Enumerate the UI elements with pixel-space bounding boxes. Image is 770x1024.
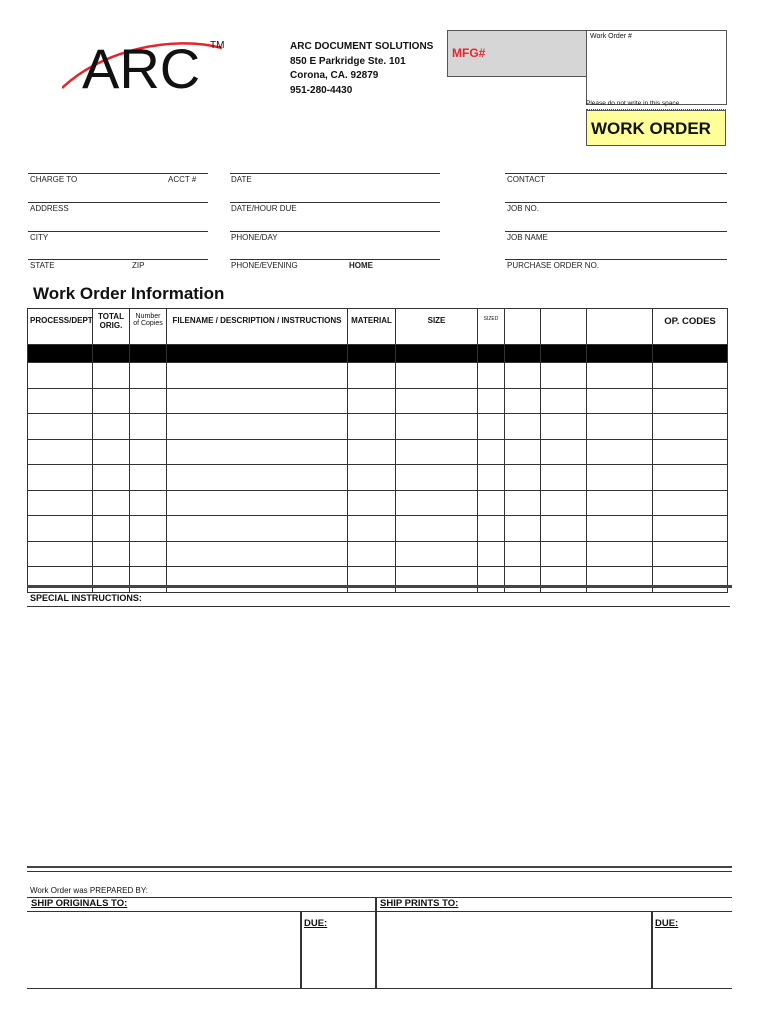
prepared-by-top-rule [27,871,732,872]
address-line[interactable] [28,202,208,203]
special-instructions-bottom-rule [27,866,732,868]
table-cell[interactable] [167,439,348,465]
table-cell[interactable] [396,363,478,389]
size-header: SIZE [396,309,478,345]
table-cell[interactable] [541,388,587,414]
office-use-note: Please do not write in this space [586,100,726,110]
table-cell[interactable] [587,567,653,593]
table-cell[interactable] [653,439,728,465]
table-cell[interactable] [28,465,93,491]
ship-prints-label: SHIP PRINTS TO: [380,898,459,909]
table-cell[interactable] [93,439,130,465]
op-codes-header: OP. CODES [653,309,728,345]
special-instructions-label: SPECIAL INSTRUCTIONS: [30,593,142,603]
table-cell[interactable] [587,388,653,414]
table-cell[interactable] [130,490,167,516]
table-bottom-rule [27,585,732,588]
table-cell[interactable] [653,516,728,542]
table-cell[interactable] [167,490,348,516]
table-cell[interactable] [93,541,130,567]
contact-line[interactable] [505,173,727,174]
table-cell[interactable] [396,567,478,593]
arc-logo [62,30,232,110]
total-orig-header: TOTAL ORIG. [93,309,130,345]
table-cell[interactable] [130,439,167,465]
due-right-label: DUE: [655,918,679,929]
table-cell[interactable] [348,516,396,542]
table-row [28,541,728,567]
contact-label: CONTACT [507,175,546,184]
blank-header-3 [587,309,653,345]
table-cell[interactable] [93,567,130,593]
table-cell[interactable] [653,414,728,440]
table-cell[interactable] [505,516,541,542]
table-cell[interactable] [28,388,93,414]
table-cell[interactable] [653,567,728,593]
table-row [28,465,728,491]
phone-evening-line[interactable] [230,259,440,260]
table-cell[interactable] [28,516,93,542]
table-cell[interactable] [396,439,478,465]
table-cell[interactable] [653,541,728,567]
table-cell[interactable] [541,363,587,389]
table-cell[interactable] [478,439,505,465]
state-line[interactable] [28,259,208,260]
table-cell[interactable] [396,490,478,516]
table-cell[interactable] [93,388,130,414]
due-left-divider [300,912,302,989]
section-title: Work Order Information [33,284,225,303]
table-cell[interactable] [587,363,653,389]
phone-evening-label: PHONE/EVENING [231,261,298,270]
trademark-text: TM [210,40,225,51]
table-cell[interactable] [130,363,167,389]
table-cell[interactable] [130,465,167,491]
work-order-title: WORK ORDER [591,119,711,138]
filename-header: FILENAME / DESCRIPTION / INSTRUCTIONS [167,309,348,345]
table-cell[interactable] [28,363,93,389]
prepared-by-label: Work Order was PREPARED BY: [30,886,148,895]
due-left-label: DUE: [304,918,328,929]
table-cell[interactable] [28,439,93,465]
table-cell[interactable] [348,439,396,465]
table-cell[interactable] [93,363,130,389]
table-cell[interactable] [541,490,587,516]
address-label: ADDRESS [30,204,69,213]
table-cell[interactable] [130,567,167,593]
table-cell[interactable] [396,388,478,414]
company-address-line1: 850 E Parkridge Ste. 101 [290,55,406,67]
work-order-number-box[interactable] [586,30,727,105]
table-cell[interactable] [167,567,348,593]
table-cell[interactable] [396,541,478,567]
table-cell[interactable] [505,541,541,567]
mfg-label: MFG# [452,46,486,60]
ship-divider [375,897,377,989]
table-cell[interactable] [587,439,653,465]
table-cell[interactable] [28,567,93,593]
table-cell[interactable] [93,465,130,491]
table-cell[interactable] [587,465,653,491]
table-cell[interactable] [541,465,587,491]
table-cell[interactable] [505,363,541,389]
material-header: MATERIAL [348,309,396,345]
date-hour-due-line[interactable] [230,202,440,203]
table-cell[interactable] [130,541,167,567]
table-cell[interactable] [478,567,505,593]
table-black-row [28,345,728,363]
table-cell[interactable] [505,388,541,414]
table-cell[interactable] [541,516,587,542]
table-cell[interactable] [587,414,653,440]
copies-header: Number of Copies [130,309,167,345]
logo-text: ARC [82,37,201,100]
table-cell[interactable] [348,465,396,491]
work-order-number-label: Work Order # [590,33,632,40]
table-cell[interactable] [505,439,541,465]
table-cell[interactable] [348,541,396,567]
blank-header-1 [505,309,541,345]
date-label: DATE [231,175,252,184]
job-name-line[interactable] [505,231,727,232]
table-cell[interactable] [396,414,478,440]
due-right-divider [651,912,653,989]
table-cell[interactable] [130,516,167,542]
table-cell[interactable] [478,465,505,491]
home-label: HOME [349,261,373,270]
acct-label: ACCT # [168,175,197,184]
ship-header-rule [27,911,732,912]
table-cell[interactable] [653,490,728,516]
table-cell[interactable] [478,414,505,440]
table-cell[interactable] [505,490,541,516]
table-cell[interactable] [93,414,130,440]
phone-day-line[interactable] [230,231,440,232]
table-cell[interactable] [653,465,728,491]
work-order-title-box [586,110,726,146]
table-row [28,516,728,542]
date-hour-due-label: DATE/HOUR DUE [231,204,297,213]
table-cell[interactable] [653,363,728,389]
table-cell[interactable] [28,414,93,440]
table-cell[interactable] [130,388,167,414]
table-cell[interactable] [348,388,396,414]
table-cell[interactable] [348,414,396,440]
table-cell[interactable] [587,490,653,516]
table-header-row [28,309,728,345]
table-cell[interactable] [541,439,587,465]
job-name-label: JOB NAME [507,233,548,242]
purchase-order-line[interactable] [505,259,727,260]
table-cell[interactable] [505,465,541,491]
table-cell[interactable] [505,414,541,440]
table-cell[interactable] [587,541,653,567]
table-cell[interactable] [167,516,348,542]
table-row [28,363,728,389]
table-body [28,345,728,593]
phone-day-label: PHONE/DAY [231,233,278,242]
company-phone: 951-280-4430 [290,84,353,96]
purchase-order-label: PURCHASE ORDER NO. [507,261,600,270]
table-cell[interactable] [478,363,505,389]
table-cell[interactable] [478,516,505,542]
company-name: ARC DOCUMENT SOLUTIONS [290,41,434,52]
table-cell[interactable] [587,516,653,542]
zip-label: ZIP [132,261,145,270]
table-row [28,567,728,593]
state-label: STATE [30,261,55,270]
table-cell[interactable] [505,567,541,593]
table-cell[interactable] [396,516,478,542]
table-row [28,439,728,465]
company-address-line2: Corona, CA. 92879 [290,70,379,81]
table-cell[interactable] [167,541,348,567]
table-cell[interactable] [478,388,505,414]
charge-to-line[interactable] [28,173,208,174]
company-info [290,40,433,98]
table-cell[interactable] [396,465,478,491]
job-no-line[interactable] [505,202,727,203]
table-cell[interactable] [28,490,93,516]
table-row [28,490,728,516]
sized-header: SIZED [478,309,505,345]
table-cell[interactable] [653,388,728,414]
table-cell[interactable] [167,414,348,440]
blank-header-2 [541,309,587,345]
work-order-table [27,308,728,593]
table-cell[interactable] [167,388,348,414]
mfg-box[interactable] [447,30,587,77]
table-cell[interactable] [541,567,587,593]
table-cell[interactable] [167,465,348,491]
process-dept-header: PROCESS/DEPT [28,309,93,345]
table-cell[interactable] [348,363,396,389]
table-cell[interactable] [478,490,505,516]
job-no-label: JOB NO. [507,204,540,213]
ship-originals-label: SHIP ORIGINALS TO: [31,898,128,909]
city-line[interactable] [28,231,208,232]
ship-bottom-rule [27,988,732,989]
table-cell[interactable] [28,541,93,567]
table-row [28,388,728,414]
city-label: CITY [30,233,49,242]
special-instructions-rule [27,606,730,607]
table-cell[interactable] [478,541,505,567]
table-row [28,414,728,440]
table-cell[interactable] [167,363,348,389]
table-cell[interactable] [541,414,587,440]
charge-to-label: CHARGE TO [30,175,78,184]
table-cell[interactable] [348,490,396,516]
table-cell[interactable] [93,516,130,542]
table-cell[interactable] [541,541,587,567]
table-cell[interactable] [348,567,396,593]
table-cell[interactable] [93,490,130,516]
table-cell[interactable] [130,414,167,440]
date-line[interactable] [230,173,440,174]
